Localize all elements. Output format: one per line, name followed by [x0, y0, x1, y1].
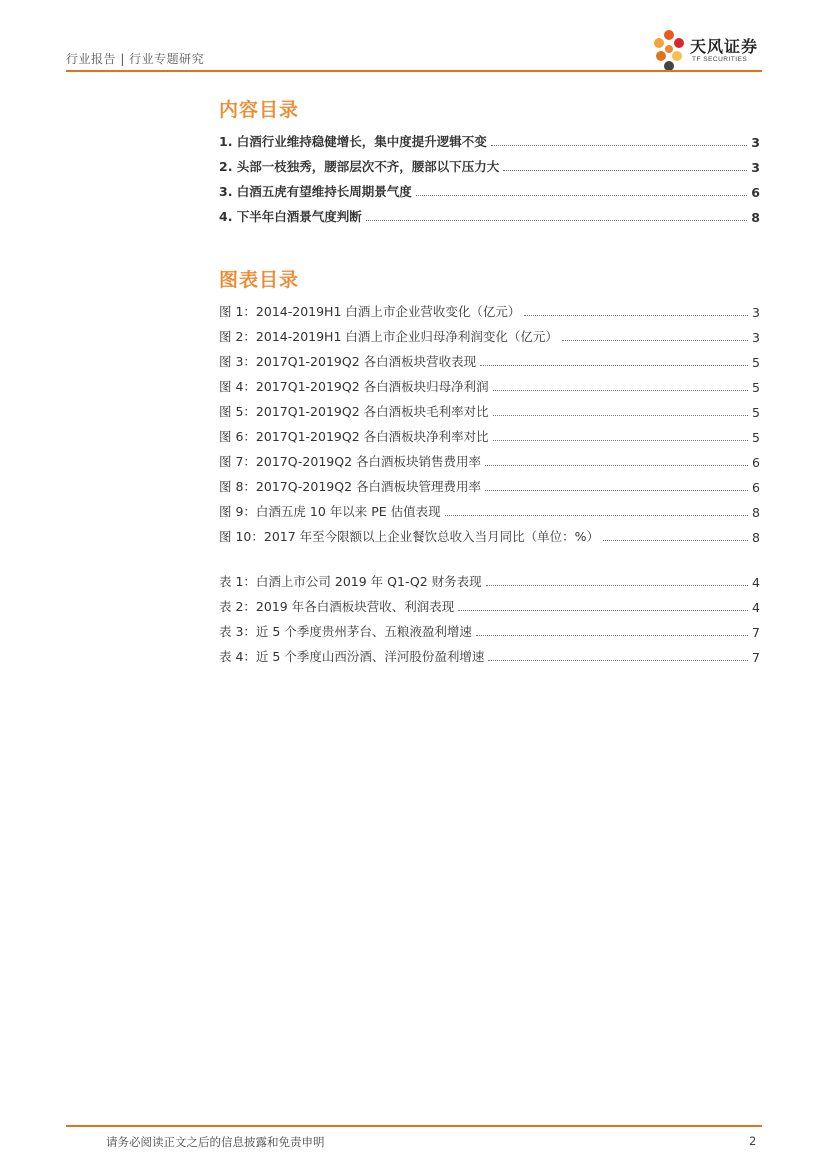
logo-english-name: TF SECURITIES — [692, 56, 748, 63]
leader-dots — [486, 584, 748, 586]
figure-entry-page: 8 — [752, 505, 760, 520]
table-entry[interactable] — [219, 640, 760, 665]
leader-dots — [476, 634, 748, 636]
figure-entry-page: 3 — [752, 305, 760, 320]
figure-entry-page: 6 — [752, 455, 760, 470]
table-entry-text: 表 4：近 5 个季度山西汾酒、洋河股份盈利增速 — [219, 649, 485, 664]
leader-dots — [488, 659, 748, 661]
figure-entry-text: 图 8：2017Q-2019Q2 各白酒板块管理费用率 — [219, 479, 482, 494]
figure-entry[interactable] — [219, 520, 760, 545]
table-entry-text: 表 1：白酒上市公司 2019 年 Q1-Q2 财务表现 — [219, 574, 482, 589]
figure-entry-text: 图 3：2017Q1-2019Q2 各白酒板块营收表现 — [219, 354, 477, 369]
table-entry-text: 表 3：近 5 个季度贵州茅台、五粮液盈利增速 — [219, 624, 472, 639]
figure-entry-text: 图 6：2017Q1-2019Q2 各白酒板块净利率对比 — [219, 429, 489, 444]
figure-entry-page: 3 — [752, 330, 760, 345]
flower-logo-icon — [652, 28, 688, 72]
header-category: 行业报告 | 行业专题研究 — [66, 52, 205, 66]
figure-entry[interactable] — [219, 470, 760, 495]
figure-entry[interactable] — [219, 345, 760, 370]
leader-dots — [458, 609, 748, 611]
toc-entry-page: 8 — [751, 210, 760, 225]
table-entry-page: 4 — [752, 575, 760, 590]
figure-entry-text: 图 9：白酒五虎 10 年以来 PE 估值表现 — [219, 504, 441, 519]
figure-entry-text: 图 2：2014-2019H1 白酒上市企业归母净利润变化（亿元） — [219, 329, 558, 344]
figure-entry[interactable] — [219, 495, 760, 520]
figure-entry-text: 图 10：2017 年至今限额以上企业餐饮总收入当月同比（单位：%） — [219, 529, 600, 544]
table-entry-page: 4 — [752, 600, 760, 615]
leader-dots — [603, 539, 748, 541]
toc-entry-page: 3 — [751, 135, 760, 150]
figure-entry-page: 5 — [752, 355, 760, 370]
leader-dots — [493, 414, 748, 416]
toc-entry-text: 2. 头部一枝独秀，腰部层次不齐，腰部以下压力大 — [219, 159, 500, 174]
figure-entry-text: 图 5：2017Q1-2019Q2 各白酒板块毛利率对比 — [219, 404, 489, 419]
company-logo — [652, 28, 764, 72]
toc-entry-text: 3. 白酒五虎有望维持长周期景气度 — [219, 184, 412, 199]
leader-dots — [445, 514, 748, 516]
toc-entry[interactable] — [219, 125, 760, 150]
figures-list — [219, 295, 760, 545]
toc-entry[interactable] — [219, 150, 760, 175]
table-entry[interactable] — [219, 615, 760, 640]
footer-disclaimer: 请务必阅读正文之后的信息披露和免责申明 — [106, 1135, 325, 1149]
leader-dots — [491, 144, 747, 146]
table-entry-text: 表 2：2019 年各白酒板块营收、利润表现 — [219, 599, 455, 614]
leader-dots — [503, 169, 747, 171]
leader-dots — [493, 389, 748, 391]
toc-entry-text: 4. 下半年白酒景气度判断 — [219, 209, 362, 224]
table-entry-page: 7 — [752, 650, 760, 665]
header-rule — [66, 70, 762, 72]
figure-entry[interactable] — [219, 295, 760, 320]
leader-dots — [416, 194, 747, 196]
figure-entry-text: 图 4：2017Q1-2019Q2 各白酒板块归母净利润 — [219, 379, 489, 394]
logo-chinese-name: 天风证券 — [690, 37, 759, 56]
leader-dots — [524, 314, 748, 316]
toc-entry-page: 3 — [751, 160, 760, 175]
figure-entry-page: 5 — [752, 380, 760, 395]
figure-entry[interactable] — [219, 370, 760, 395]
figure-entry-text: 图 7：2017Q-2019Q2 各白酒板块销售费用率 — [219, 454, 482, 469]
leader-dots — [480, 364, 748, 366]
leader-dots — [366, 219, 747, 221]
toc-entry[interactable] — [219, 200, 760, 225]
figure-entry-page: 5 — [752, 405, 760, 420]
leader-dots — [485, 489, 748, 491]
table-entry[interactable] — [219, 565, 760, 590]
footer-rule — [66, 1125, 762, 1127]
toc-entry-page: 6 — [751, 185, 760, 200]
figure-entry-page: 6 — [752, 480, 760, 495]
table-entry-page: 7 — [752, 625, 760, 640]
figure-entry[interactable] — [219, 395, 760, 420]
figures-title: 图表目录 — [219, 269, 300, 291]
figure-entry[interactable] — [219, 420, 760, 445]
leader-dots — [493, 439, 748, 441]
leader-dots — [562, 339, 748, 341]
figure-entry[interactable] — [219, 445, 760, 470]
toc-entry-text: 1. 白酒行业维持稳健增长，集中度提升逻辑不变 — [219, 134, 487, 149]
figure-entry-page: 5 — [752, 430, 760, 445]
table-entry[interactable] — [219, 590, 760, 615]
tables-list — [219, 565, 760, 665]
contents-list — [219, 125, 760, 225]
figure-entry[interactable] — [219, 320, 760, 345]
footer-page-number: 2 — [749, 1134, 757, 1148]
toc-entry[interactable] — [219, 175, 760, 200]
leader-dots — [485, 464, 748, 466]
figure-entry-page: 8 — [752, 530, 760, 545]
figure-entry-text: 图 1：2014-2019H1 白酒上市企业营收变化（亿元） — [219, 304, 521, 319]
contents-title: 内容目录 — [219, 99, 300, 121]
